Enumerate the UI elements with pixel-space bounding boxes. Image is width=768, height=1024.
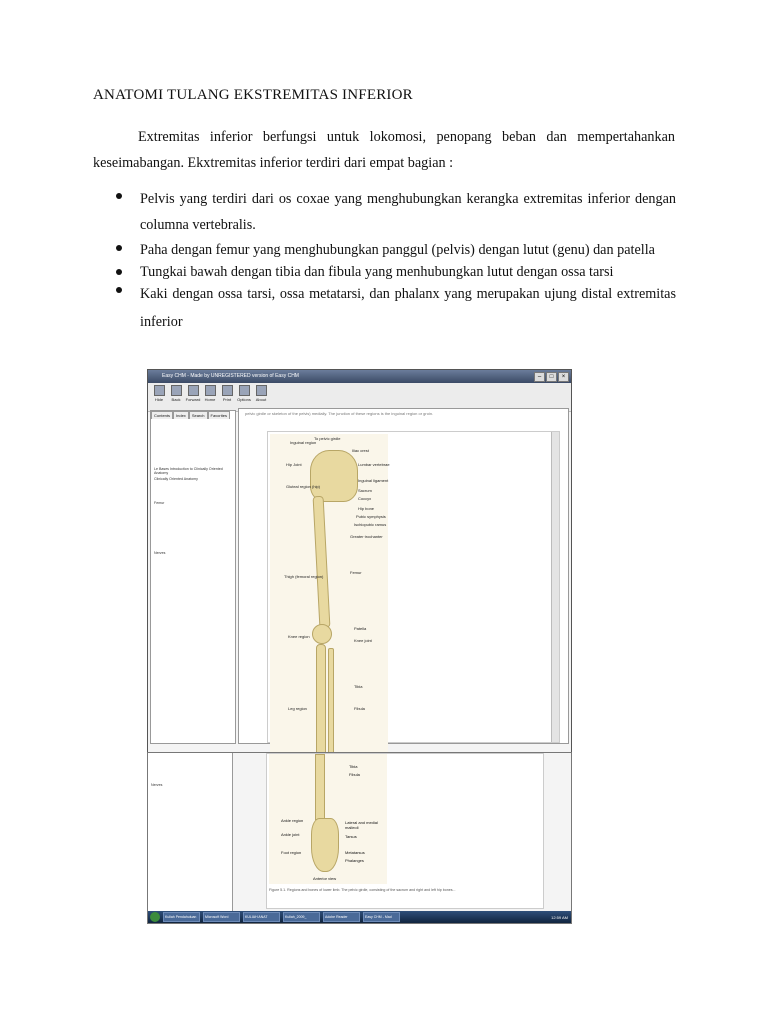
femur-shape [313, 496, 331, 628]
figure-frame [267, 431, 560, 743]
contents-pane [150, 410, 236, 744]
tab-index: Index [173, 411, 189, 419]
figure-label: Metatarsus [345, 850, 365, 855]
tab-favorites: Favorites [208, 411, 230, 419]
taskbar-item: Kuliah_2009_ [283, 912, 320, 922]
bullet-text: Kaki dengan ossa tarsi, ossa metatarsi, dan phalanx yang merupakan ujung distal extremitas inferior [140, 286, 676, 330]
forward-tool [186, 385, 200, 409]
pelvis-shape [310, 450, 358, 502]
figure-label: Inguinal region [290, 440, 317, 445]
tibia-shape [315, 754, 325, 820]
taskbar-item: Microsoft Word [203, 912, 240, 922]
tree-item: Nerves [151, 783, 163, 787]
taskbar-item: KULIAH ANAT [243, 912, 280, 922]
taskbar-item: Kuliah Pendahuluan [163, 912, 200, 922]
lower-limb-figure-lower [269, 754, 387, 884]
tree-item: Nerves [154, 551, 166, 555]
tool-label: Home [204, 397, 216, 402]
tool-label: Back [171, 397, 181, 402]
figure-label: Knee joint [354, 638, 372, 643]
figure-label: Greater trochanter [350, 534, 383, 539]
figure-label: Gluteal region (hip) [286, 484, 321, 489]
about-tool [254, 385, 268, 409]
window-title: Easy CHM - Made by UNREGISTERED version of Easy CHM [162, 373, 299, 379]
tab-contents: Contents [151, 411, 173, 419]
bullet-list [116, 186, 676, 336]
home-icon [205, 385, 216, 396]
figure-label: Lumbar vertebrae [358, 462, 390, 467]
figure-label: Ankle region [281, 818, 304, 823]
forward-icon [188, 385, 199, 396]
figure-label: Knee region [288, 634, 310, 639]
bullet-item-thigh [116, 238, 676, 262]
about-icon [256, 385, 267, 396]
figure-label: Sacrum [358, 488, 372, 493]
pane-tabs [151, 411, 235, 419]
tab-search: Search [189, 411, 208, 419]
maximize-icon: □ [546, 372, 557, 382]
window-controls [534, 372, 569, 382]
bullet-text: Tungkai bawah dengan tibia dan fibula yang menhubungkan lutut dengan ossa tarsi [140, 264, 614, 280]
foot-shape [311, 818, 339, 872]
figure-label: Patella [354, 626, 367, 631]
options-tool [237, 385, 251, 409]
figure-label: To pelvic girdle [314, 436, 341, 441]
tibia-shape [316, 644, 326, 756]
intro-text: Extremitas inferior berfungsi untuk lokomosi, penopang beban dan mempertahankan keseimabangan. Ekxtremitas inferior terdiri dari empat bagian : [93, 129, 675, 171]
lower-limb-figure [270, 434, 388, 754]
fibula-shape [328, 648, 334, 756]
minimize-icon: – [534, 372, 545, 382]
figure-label: Hip bone [358, 506, 375, 511]
print-icon [222, 385, 233, 396]
figure-label: Lateral and medial malleoli [345, 820, 378, 830]
vertical-scrollbar [551, 432, 559, 742]
tool-label: Print [222, 397, 232, 402]
figure-label: Ankle joint [281, 832, 300, 837]
back-icon [171, 385, 182, 396]
tool-label: Options [237, 397, 251, 402]
figure-label: Pubic symphysis [356, 514, 386, 519]
figure-caption: Figure 5.1. Regions and bones of lower limb. The pelvic girdle, consisting of the sacrum and right and left hip bones... [269, 888, 456, 892]
embedded-screenshot [147, 369, 572, 767]
close-icon: × [558, 372, 569, 382]
bullet-item-foot [116, 280, 676, 336]
figure-label: Coccyx [358, 496, 372, 501]
content-text: pelvic girdle or skeleton of the pelvis) medially. The junction of these regions is the inguinal region or groin. [245, 411, 434, 416]
tool-label: Forward [185, 397, 201, 402]
figure-label: Thigh (femoral region) [284, 574, 324, 579]
taskbar-item: Easy CHM - Mad [363, 912, 400, 922]
tree-item: Femur [154, 501, 165, 505]
figure-label: Anterior view [313, 876, 337, 881]
tree-item: Le Bases Introduction to Clinically Oriented Anatomy [154, 467, 223, 475]
figure-label: Fibula [354, 706, 365, 711]
home-tool [203, 385, 217, 409]
patella-shape [312, 624, 332, 644]
figure-label: Iliac crest [352, 448, 369, 453]
tool-label: Hide [154, 397, 164, 402]
figure-label: Tarsus [345, 834, 357, 839]
bullet-text: Paha dengan femur yang menghubungkan panggul (pelvis) dengan lutut (genu) dan patella [140, 242, 655, 258]
figure-label: Phalanges [345, 858, 364, 863]
hide-icon [154, 385, 165, 396]
window-titlebar [148, 370, 571, 383]
figure-label: Hip Joint [286, 462, 302, 467]
start-icon [150, 912, 160, 922]
intro-paragraph [93, 124, 675, 176]
taskbar-lower [148, 911, 571, 923]
bullet-item-pelvis [116, 186, 676, 238]
taskbar-item: Adobe Reader [323, 912, 360, 922]
figure-label: Ischiopubic ramus [354, 522, 387, 527]
embedded-screenshot-lower [147, 752, 572, 924]
contents-pane-lower [148, 753, 233, 911]
figure-label: Inguinal ligament [358, 478, 389, 483]
figure-label: Tibia [354, 684, 363, 689]
taskbar-clock: 12:59 AM [551, 914, 568, 920]
figure-label: Tibia [349, 764, 358, 769]
content-pane [238, 408, 569, 744]
print-tool [220, 385, 234, 409]
figure-frame-lower [266, 753, 544, 909]
bullet-text: Pelvis yang terdiri dari os coxae yang menghubungkan kerangka extremitas inferior dengan columna vertebralis. [140, 191, 676, 233]
figure-label: Leg region [288, 706, 307, 711]
options-icon [239, 385, 250, 396]
figure-label: Foot region [281, 850, 302, 855]
tree-item: Clinically Oriented Anatomy [154, 477, 198, 481]
document-title: ANATOMI TULANG EKSTREMITAS INFERIOR [93, 87, 413, 103]
back-tool [169, 385, 183, 409]
figure-label: Femur [350, 570, 362, 575]
bullet-item-leg [116, 262, 676, 282]
figure-label: Fibula [349, 772, 360, 777]
hide-tool [152, 385, 166, 409]
tool-label: About [255, 397, 267, 402]
